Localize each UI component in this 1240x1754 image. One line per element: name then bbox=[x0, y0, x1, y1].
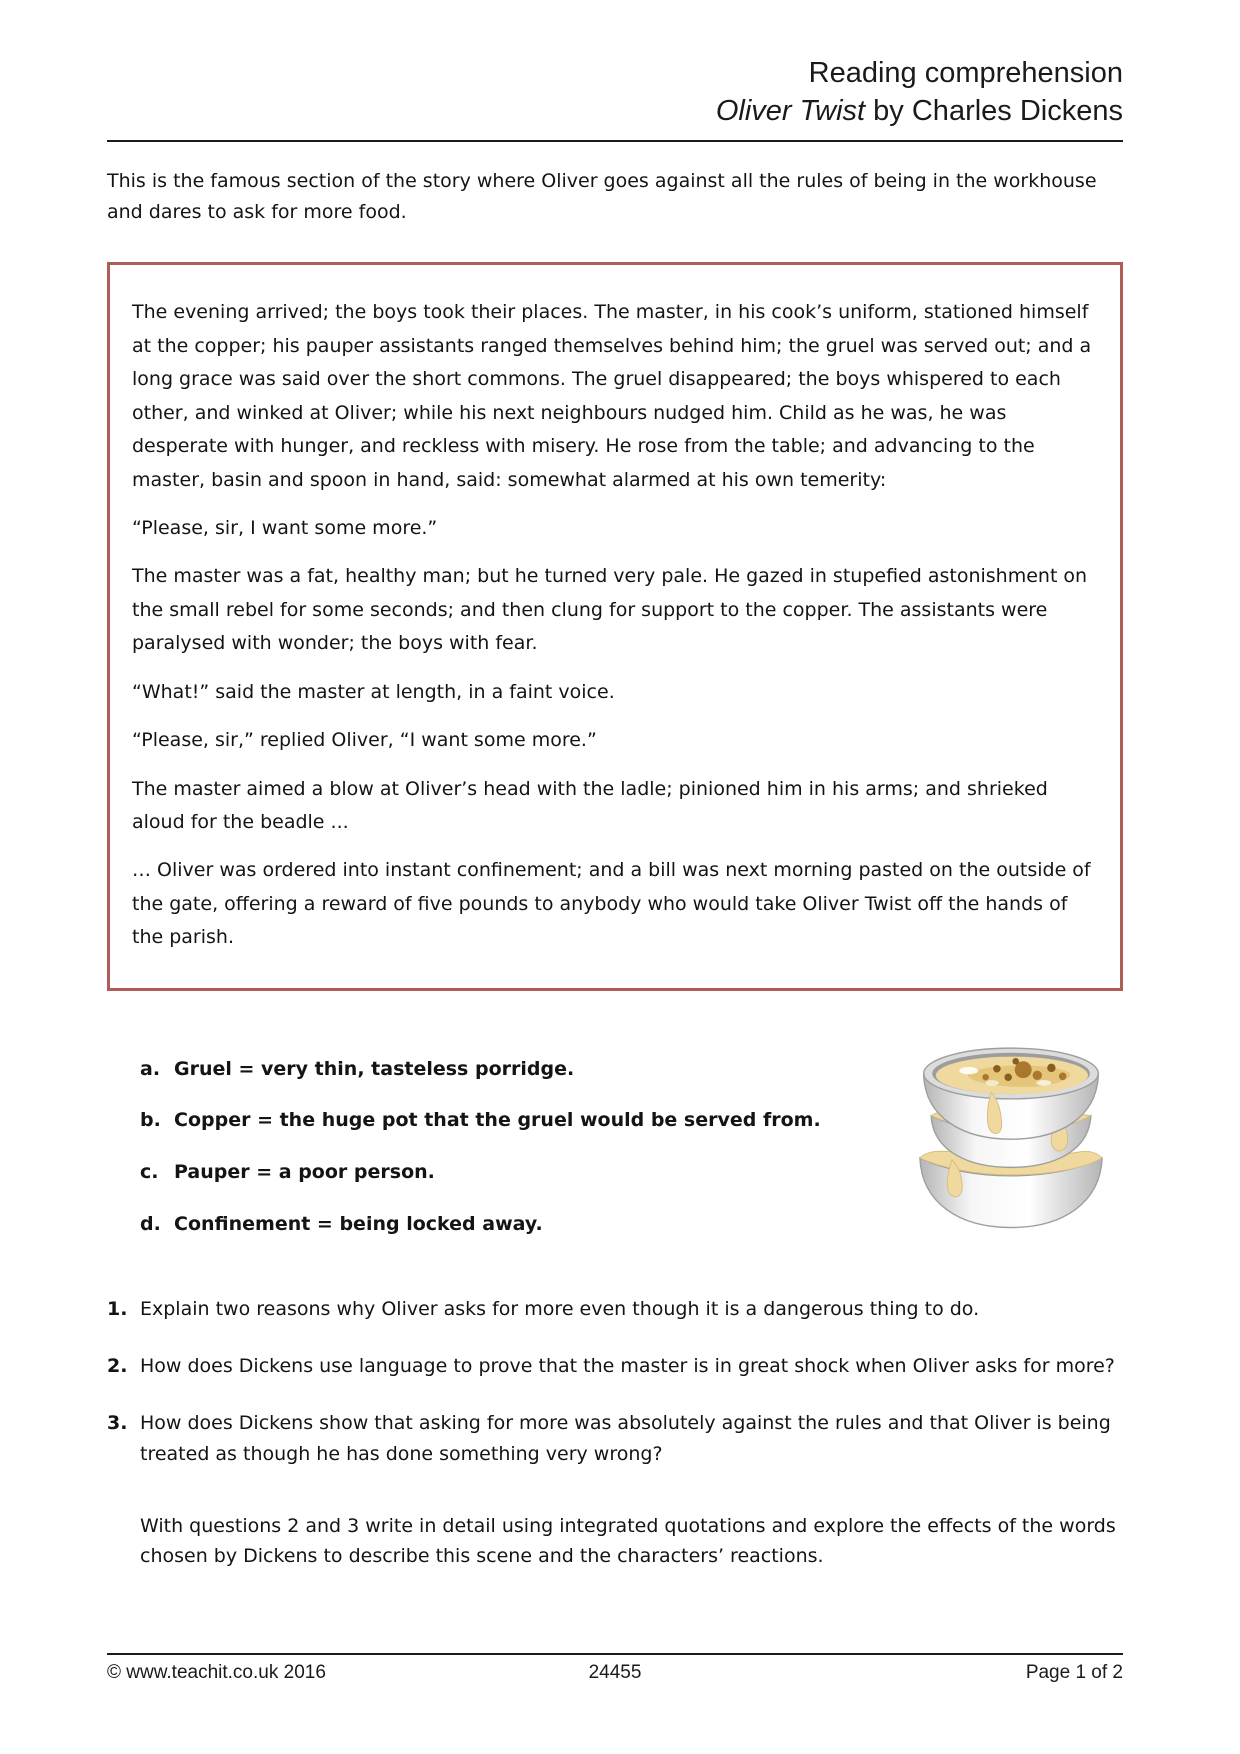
question-text: Explain two reasons why Oliver asks for more even though it is a dangerous thing to do. bbox=[140, 1297, 980, 1320]
page-title: Reading comprehension bbox=[808, 57, 1123, 89]
question-2 bbox=[107, 1351, 1123, 1381]
question-number: 1. bbox=[107, 1297, 128, 1320]
footer-row bbox=[107, 1655, 1123, 1684]
question-3 bbox=[107, 1408, 1123, 1469]
vocab-definition: Pauper = a poor person. bbox=[174, 1161, 435, 1184]
question-1 bbox=[107, 1294, 1123, 1324]
vocab-definition: Confinement = being locked away. bbox=[174, 1212, 543, 1235]
footer-document-id: 24455 bbox=[588, 1662, 642, 1683]
vocab-letter: d. bbox=[140, 1212, 161, 1235]
passage-paragraph-7: … Oliver was ordered into instant confinement; and a bill was next morning pasted on the outside of the gate, offering a reward of five pounds to anybody who would take Oliver Twist off the hands of the parish. bbox=[132, 859, 1091, 949]
book-title: Oliver Twist bbox=[715, 95, 866, 128]
question-text: How does Dickens use language to prove that the master is in great shock when Oliver asks for more? bbox=[140, 1354, 1115, 1377]
vocab-letter: b. bbox=[140, 1109, 161, 1132]
question-number: 3. bbox=[107, 1412, 128, 1435]
vocab-item-confinement bbox=[140, 1212, 903, 1237]
questions-note: With questions 2 and 3 write in detail using integrated quotations and explore the effects of the words chosen by Dickens to describe this scene and the characters’ reactions. bbox=[140, 1515, 1116, 1568]
doc-footer bbox=[107, 1653, 1123, 1684]
footer-page-number: Page 1 of 2 bbox=[1025, 1662, 1124, 1683]
footer-copyright: © www.teachit.co.uk 2016 bbox=[107, 1662, 326, 1683]
passage-paragraph-5: “Please, sir,” replied Oliver, “I want some more.” bbox=[132, 729, 597, 752]
question-number: 2. bbox=[107, 1354, 128, 1377]
vocab-letter: c. bbox=[140, 1161, 159, 1184]
passage-paragraph-4: “What!” said the master at length, in a faint voice. bbox=[132, 680, 615, 703]
vocab-item-copper bbox=[140, 1108, 903, 1133]
gruel-bowls-illustration bbox=[903, 1019, 1119, 1235]
passage-paragraph-2: “Please, sir, I want some more.” bbox=[132, 516, 438, 539]
vocab-item-pauper bbox=[140, 1160, 903, 1185]
passage-paragraph-3: The master was a fat, healthy man; but he turned very pale. He gazed in stupefied astonishment on the small rebel for some seconds; and then clung for support to the copper. The assistants were paralysed with wonder; the boys with fear. bbox=[132, 565, 1088, 655]
passage-box bbox=[107, 262, 1123, 990]
intro-paragraph: This is the famous section of the story where Oliver goes against all the rules of being in the workhouse and dares to ask for more food. bbox=[107, 169, 1097, 224]
vocab-list bbox=[107, 1013, 903, 1264]
vocab-item-gruel bbox=[140, 1057, 903, 1082]
questions-list bbox=[107, 1294, 1123, 1470]
page-subtitle bbox=[107, 92, 1123, 130]
vocab-definition: Copper = the huge pot that the gruel would be served from. bbox=[174, 1109, 821, 1132]
vocab-definition: Gruel = very thin, tasteless porridge. bbox=[174, 1057, 575, 1080]
byline: by Charles Dickens bbox=[865, 95, 1123, 128]
vocab-letter: a. bbox=[140, 1057, 161, 1080]
vocab-section bbox=[107, 1013, 1123, 1264]
doc-header bbox=[107, 54, 1123, 142]
header-divider bbox=[107, 140, 1123, 142]
passage-paragraph-1: The evening arrived; the boys took their places. The master, in his cook’s uniform, stationed himself at the copper; his pauper assistants ranged themselves behind him; the gruel was served out; and a long grace was said over the short commons. The gruel disappeared; the boys whispered to each other, and winked at Oliver; while his next neighbours nudged him. Child as he was, he was desperate with hunger, and reckless with misery. He rose from the table; and advancing to the master, basin and spoon in hand, said: somewhat alarmed at his own temerity: bbox=[132, 301, 1092, 491]
passage-paragraph-6: The master aimed a blow at Oliver’s head with the ladle; pinioned him in his arms; and shrieked aloud for the beadle ... bbox=[132, 777, 1048, 834]
question-text: How does Dickens show that asking for more was absolutely against the rules and that Oliver is being treated as though he has done something very wrong? bbox=[140, 1412, 1111, 1465]
